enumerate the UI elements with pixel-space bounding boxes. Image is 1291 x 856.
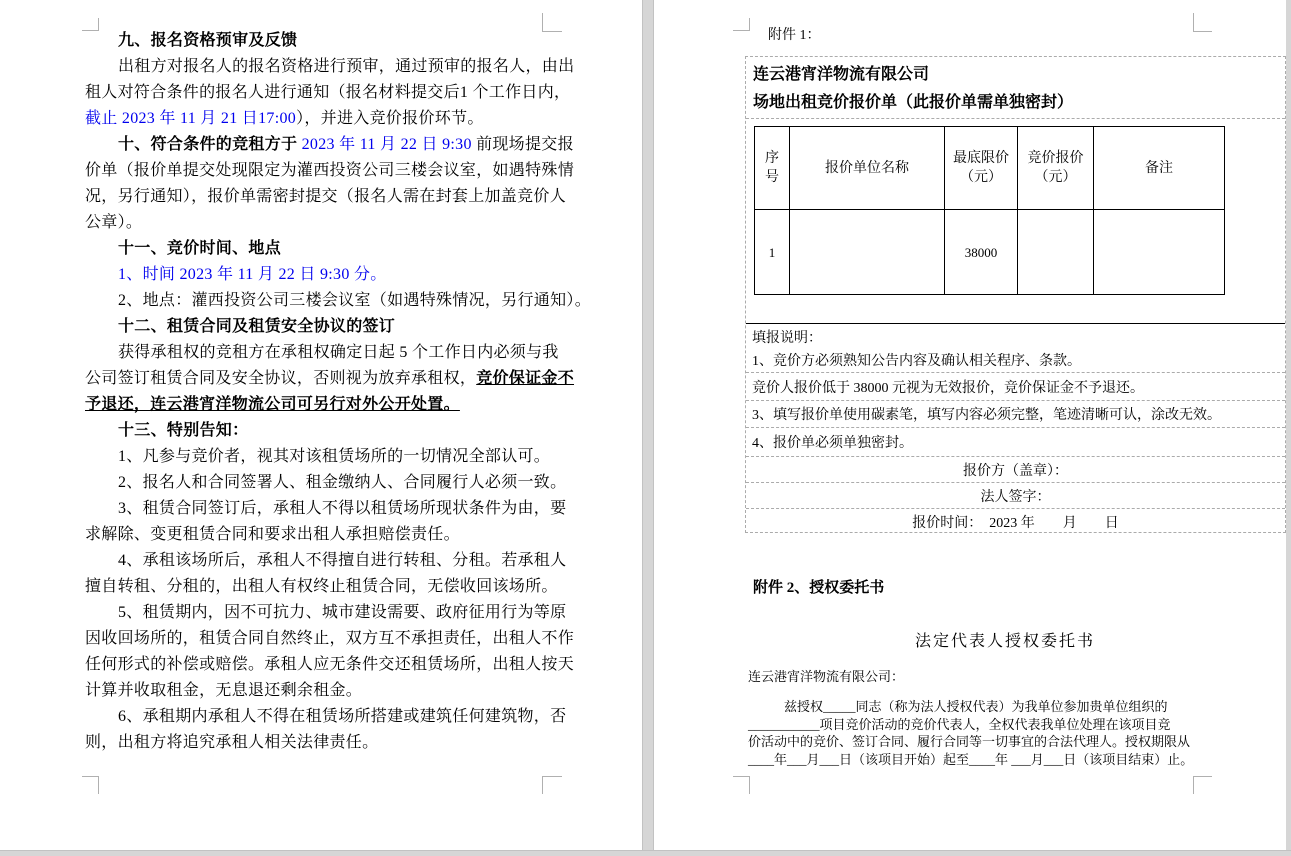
doc-line (85, 600, 567, 626)
text-boundary-mark (1193, 13, 1212, 32)
form-title-block (746, 57, 1285, 119)
page-edge-bottom (0, 850, 1291, 856)
cell-floor: 38000 (945, 210, 1018, 295)
poa-line: ___________项目竞价活动的竞价代表人，全权代表我单位处理在该项目竞 (748, 716, 1171, 732)
text-boundary-mark (82, 776, 99, 794)
attachment2-heading: 附件 2、授权委托书 (753, 580, 885, 596)
doc-text-segment: 因收回场所的，租赁合同自然终止，双方互不承担责任，出租人不作 (85, 630, 575, 647)
signature-row: 法人签字： (746, 483, 1285, 509)
doc-text-segment: 获得承租权的竞租方在承租权确定日起 5 个工作日内必须与我 (118, 344, 559, 361)
doc-text-segment: 4、承租该场所后，承租人不得擅自进行转租、分租。若承租人 (118, 552, 567, 569)
doc-text-segment: 公司签订租赁合同及安全协议，否则视为放弃承租权， (85, 370, 477, 387)
doc-line (85, 132, 574, 158)
cell-bid (1018, 210, 1094, 295)
doc-text-segment: 擅自转租、分租的，出租人有权终止租赁合同，无偿收回该场所。 (85, 578, 558, 595)
doc-text-segment: 租人对符合条件的报名人进行通知（报名材料提交后1 个工作日内， (85, 84, 571, 101)
form-name: 场地出租竞价报价单（此报价单需单独密封） (753, 94, 1074, 111)
doc-text-segment: ），并进入竞价报价环节。 (296, 110, 484, 127)
doc-line (85, 28, 560, 54)
page-gutter (642, 0, 654, 856)
text-boundary-mark (733, 776, 750, 794)
note-line: 1、竞价方必须熟知公告内容及确认相关程序、条款。 (752, 354, 1081, 369)
doc-text-segment: 截止 2023 年 11 月 21 日17:00 (85, 110, 297, 127)
doc-text-segment: 九、报名资格预审及反馈 (118, 32, 298, 49)
doc-text-segment: 则，出租方将追究承租人相关法律责任。 (85, 734, 379, 751)
doc-text-segment: 求解除、变更租赁合同和要求出租人承担赔偿责任。 (85, 526, 460, 543)
note-row: 4、报价单必须单独密封。 (746, 428, 1285, 457)
text-boundary-mark (733, 18, 750, 31)
doc-text-segment: 前现场提交报 (476, 136, 574, 153)
header-floor: 最底限价（元） (945, 127, 1018, 210)
poa-salutation: 连云港宵洋物流有限公司： (748, 669, 905, 684)
doc-line (85, 340, 560, 366)
poa-line: 价活动中的竞价、签订合同、履行合同等一切事宜的合法代理人。授权期限从 (748, 734, 1191, 749)
page-edge-right (1286, 0, 1291, 856)
header-seq: 序号 (755, 127, 790, 210)
doc-text-segment: 1、凡参与竞价者，视其对该租赁场所的一切情况全部认可。 (118, 448, 551, 465)
poa-line: ____年___月___日（该项目开始）起至____年 ___月___日（该项目结束）止。 (748, 751, 1194, 767)
poa-line: 兹授权_____同志（称为法人授权代表）为我单位参加贵单位组织的 (784, 699, 1168, 714)
doc-text-segment: 6、承租期内承租人不得在租赁场所搭建或建筑任何建筑物，否 (118, 708, 567, 725)
doc-text-segment: 3、租赁合同签订后，承租人不得以租赁场所现状条件为由，要 (118, 500, 567, 517)
doc-text-segment: 十一、竞价时间、地点 (118, 240, 282, 257)
note-row: 竞价人报价低于 38000 元视为无效报价，竞价保证金不予退还。 (746, 373, 1285, 401)
doc-line (85, 678, 560, 704)
attachment1-label: 附件 1： (768, 28, 821, 43)
doc-line (85, 730, 560, 756)
stamp-row: 报价方（盖章）： (746, 457, 1285, 483)
note-row: 3、填写报价单使用碳素笔，填写内容必须完整，笔迹清晰可认，涂改无效。 (746, 401, 1285, 428)
doc-line (85, 574, 560, 600)
doc-line (85, 444, 560, 470)
text-boundary-mark (542, 776, 562, 794)
doc-line (85, 236, 560, 262)
doc-line (85, 210, 560, 236)
doc-line (85, 418, 560, 444)
doc-text-segment: 十三、特别告知： (118, 422, 249, 439)
table-header-row (755, 127, 1225, 210)
doc-line (85, 106, 560, 132)
header-unit: 报价单位名称 (790, 127, 945, 210)
doc-text-segment: 竞价保证金不 (476, 370, 575, 387)
company-name: 连云港宵洋物流有限公司 (753, 66, 930, 83)
doc-line (85, 652, 575, 678)
doc-text-segment: 计算并收取租金，无息退还剩余租金。 (85, 682, 363, 699)
cell-unit (790, 210, 945, 295)
text-boundary-mark (1193, 776, 1212, 794)
notes-title: 填报说明： (752, 331, 822, 346)
doc-text-segment: 公章）。 (85, 214, 143, 231)
doc-text-segment: 2、地点：灌西投资公司三楼会议室（如遇特殊情况，另行通知）。 (118, 292, 592, 309)
doc-line (85, 366, 575, 392)
doc-line (85, 548, 567, 574)
doc-text-segment: 2、报名人和合同签署人、租金缴纳人、合同履行人必须一致。 (118, 474, 567, 491)
doc-line (85, 470, 567, 496)
header-remark: 备注 (1094, 127, 1225, 210)
table-row (755, 210, 1225, 295)
doc-text-segment: 十二、租赁合同及租赁安全协议的签订 (118, 318, 396, 335)
header-bid: 竞价报价（元） (1018, 127, 1094, 210)
doc-line (85, 54, 575, 80)
cell-seq: 1 (755, 210, 790, 295)
doc-line (85, 184, 567, 210)
doc-text-segment: 任何形式的补偿或赔偿。承租人应无条件交还租赁场所，出租人按天 (85, 656, 575, 673)
doc-text-segment: 1、时间 2023 年 11 月 22 日 9:30 分。 (118, 266, 387, 283)
doc-line (85, 262, 560, 288)
doc-line (85, 496, 567, 522)
filling-notes (746, 323, 1285, 535)
quotation-table-area (746, 119, 1285, 323)
doc-line (85, 158, 575, 184)
doc-line (85, 704, 567, 730)
doc-line (85, 522, 560, 548)
doc-text-segment: 况，另行通知），报价单需密封提交（报名人需在封套上加盖竞价人 (85, 188, 567, 205)
doc-text-segment: 价单（报价单提交处现限定为灌西投资公司三楼会议室，如遇特殊情 (85, 162, 575, 179)
poa-body (748, 698, 1288, 768)
doc-line (85, 392, 560, 418)
date-row: 报价时间： 2023 年 月 日 (912, 516, 1119, 531)
left-page-text (85, 28, 592, 756)
doc-line (85, 288, 592, 314)
doc-text-segment: 出租方对报名人的报名资格进行预审，通过预审的报名人，由出 (118, 58, 575, 75)
quotation-table (754, 126, 1225, 295)
cell-remark (1094, 210, 1225, 295)
doc-text-segment: 十、符合条件的竞租方于 (118, 136, 298, 153)
doc-line (85, 314, 560, 340)
doc-line (85, 626, 575, 652)
doc-text-segment: 5、租赁期内，因不可抗力、城市建设需要、政府征用行为等原 (118, 604, 567, 621)
doc-text-segment: 予退还，连云港宵洋物流公司可另行对外公开处置。 (85, 396, 460, 413)
doc-line (85, 80, 571, 106)
power-of-attorney-title: 法定代表人授权委托书 (914, 633, 1095, 650)
quotation-form (745, 56, 1286, 533)
note-row (746, 324, 1285, 373)
doc-text-segment: 2023 年 11 月 22 日 9:30 (297, 136, 477, 153)
